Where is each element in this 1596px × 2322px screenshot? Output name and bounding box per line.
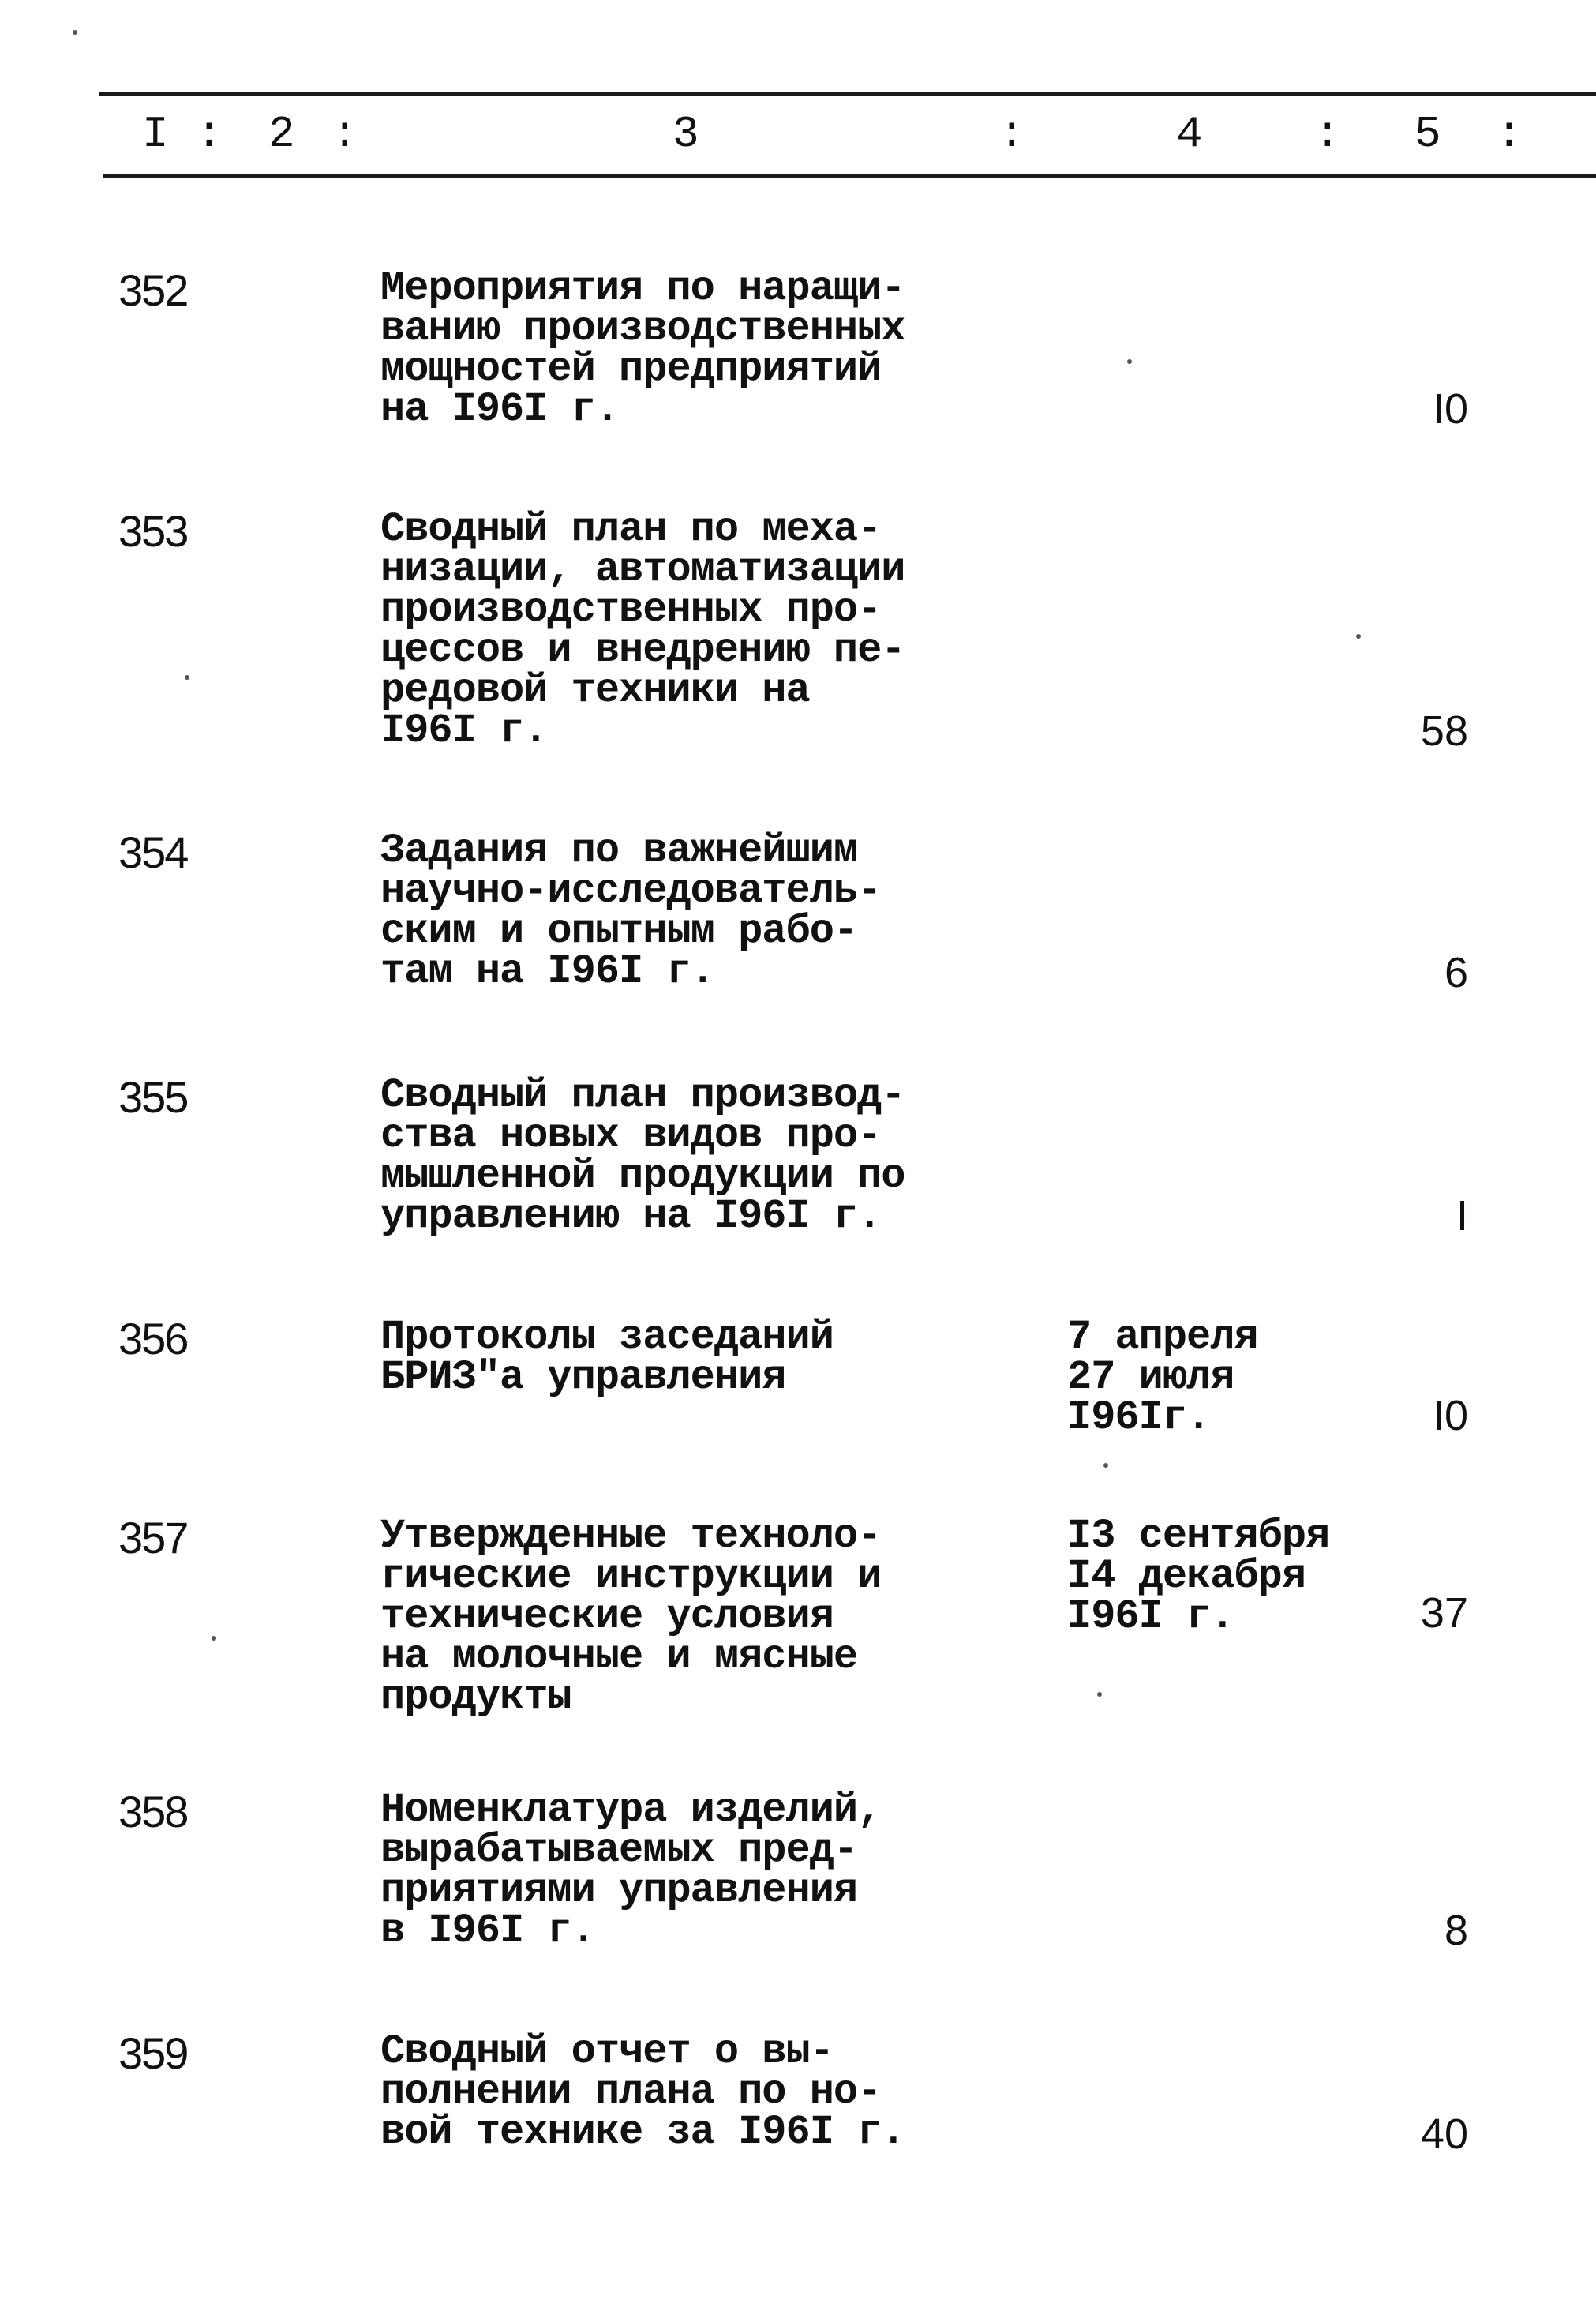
scan-speck [1356,634,1361,639]
row-pages: 8 [1444,1907,1468,1954]
row-pages: 6 [1444,949,1468,996]
header-col-5: 5 [1414,109,1441,159]
header-rule-bottom [103,174,1596,178]
header-rule-top [99,92,1596,96]
row-pages: I [1456,1192,1468,1240]
scan-speck [73,30,77,35]
row-dates: 7 апреля 27 июля I96Iг. [1067,1314,1258,1441]
row-title: Сводный отчет о вы- полнении плана по но- вой технике за I96I г. [380,2028,905,2155]
header-col-3: 3 [672,109,699,159]
row-number: 356 [118,1314,188,1364]
row-title: Протоколы заседаний БРИЗ"а управления [380,1314,834,1401]
row-title: Сводный план производ- ства новых видов про- мышленной продукции по управлению на I96I г. [380,1072,905,1240]
header-col-1: I [142,109,169,159]
header-separator: : [332,109,358,159]
row-number: 352 [118,265,188,315]
header-separator: : [1496,109,1523,159]
header-col-4: 4 [1176,109,1203,159]
header-col-2: 2 [268,109,295,159]
scan-speck [185,675,189,680]
row-pages: I0 [1432,385,1468,433]
row-number: 355 [118,1072,188,1122]
header-separator: : [196,109,223,159]
scan-speck [212,1636,216,1641]
row-pages: 40 [1420,2110,1468,2158]
row-pages: 37 [1420,1589,1468,1637]
row-number: 359 [118,2028,188,2078]
row-title: Утвержденные техноло- гические инструкции и технические условия на молочные и мясные продукты [380,1513,882,1720]
row-title: Сводный план по меха- низации, автоматизации производственных про- цессов и внедрению пе- редовой техники на I96I г. [380,506,905,754]
row-number: 353 [118,506,188,556]
row-pages: 58 [1420,707,1468,755]
scan-speck [1127,359,1132,364]
row-title: Мероприятия по наращи- ванию производственных мощностей предприятий на I96I г. [380,265,905,433]
row-pages: I0 [1432,1392,1468,1439]
row-number: 354 [118,827,188,877]
row-title: Задания по важнейшим научно-исследователь- ским и опытным рабо- там на I96I г. [380,827,882,995]
row-number: 357 [118,1513,188,1562]
scan-speck [1103,1463,1108,1468]
row-dates: I3 сентября I4 декабря I96I г. [1067,1513,1330,1640]
scan-speck [1097,1692,1102,1697]
header-separator: : [998,109,1025,159]
row-title: Номенклатура изделий, вырабатываемых пред- приятиями управления в I96I г. [380,1787,882,1954]
header-separator: : [1314,109,1341,159]
row-number: 358 [118,1787,188,1836]
